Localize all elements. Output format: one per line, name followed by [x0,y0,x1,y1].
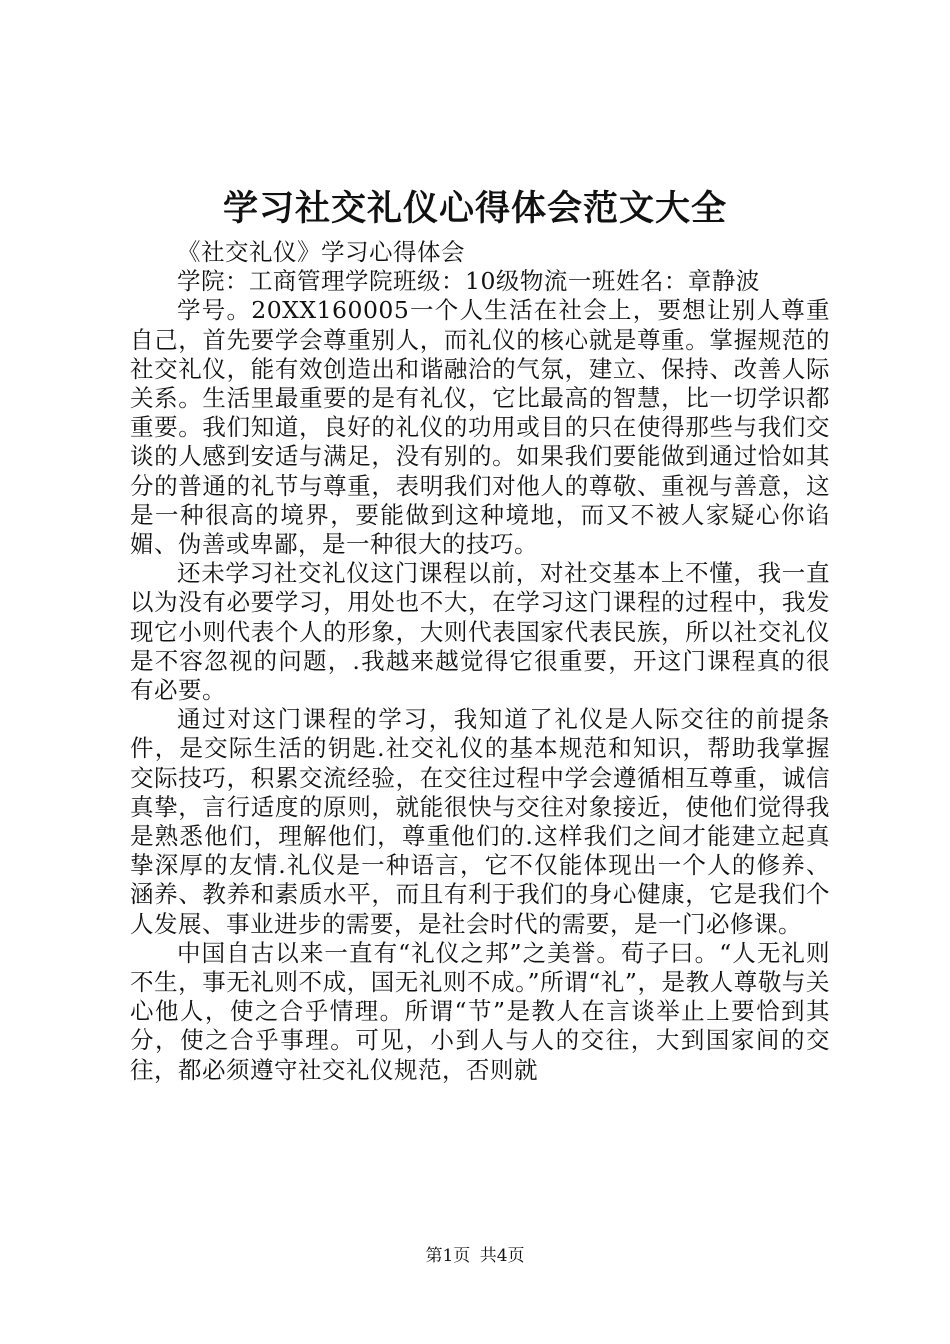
body-paragraph: 还未学习社交礼仪这门课程以前，对社交基本上不懂，我一直以为没有必要学习，用处也不大，在学习这门课程的过程中，我发现它小则代表个人的形象，大则代表国家代表民族，所以社交礼仪是不容忽视的问题，.我越来越觉得它很重要，开这门课程真的很有必要。 [130,559,830,705]
page-total: 共4页 [479,1246,525,1266]
page-number: 第1页 [425,1246,471,1266]
document-title: 学习社交礼仪心得体会范文大全 [222,188,727,229]
body-paragraph: 学号。20XX160005一个人生活在社会上，要想让别人尊重自己，首先要学会尊重别人，而礼仪的核心就是尊重。掌握规范的社交礼仪，能有效创造出和谐融洽的气氛，建立、保持、改善人际关系。生活里最重要的是有礼仪，它比最高的智慧，比一切学识都重要。我们知道，良好的礼仪的功用或目的只在使得那些与我们交谈的人感到安适与满足，没有别的。如果我们要能做到通过恰如其分的普通的礼节与尊重，表明我们对他人的尊敬、重视与善意，这是一种很高的境界，要能做到这种境地，而又不被人家疑心你谄媚、伪善或卑鄙，是一种很大的技巧。 [130,296,830,559]
page-footer [0,1244,950,1268]
subtitle-paragraph: 《社交礼仪》学习心得体会 [177,238,465,266]
body-paragraph: 中国自古以来一直有“礼仪之邦”之美誉。荀子曰。“人无礼则不生，事无礼则不成，国无礼则不成。”所谓“礼”，是教人尊敬与关心他人，使之合乎情理。所谓“节”是教人在言谈举止上要恰到其分，使之合乎事理。可见，小到人与人的交往，大到国家间的交往，都必须遵守社交礼仪规范，否则就 [130,938,830,1084]
document-body [130,238,830,1085]
body-paragraph: 通过对这门课程的学习，我知道了礼仪是人际交往的前提条件，是交际生活的钥匙.社交礼仪的基本规范和知识，帮助我掌握交际技巧，积累交流经验，在交往过程中学会遵循相互尊重，诚信真挚，言行适度的原则，就能很快与交往对象接近，使他们觉得我是熟悉他们，理解他们，尊重他们的.这样我们之间才能建立起真挚深厚的友情.礼仪是一种语言，它不仅能体现出一个人的修养、涵养、教养和素质水平，而且有利于我们的身心健康，它是我们个人发展、事业进步的需要，是社会时代的需要，是一门必修课。 [130,705,830,938]
author-info-paragraph: 学院：工商管理学院班级：10级物流一班姓名：章静波 [177,267,760,296]
